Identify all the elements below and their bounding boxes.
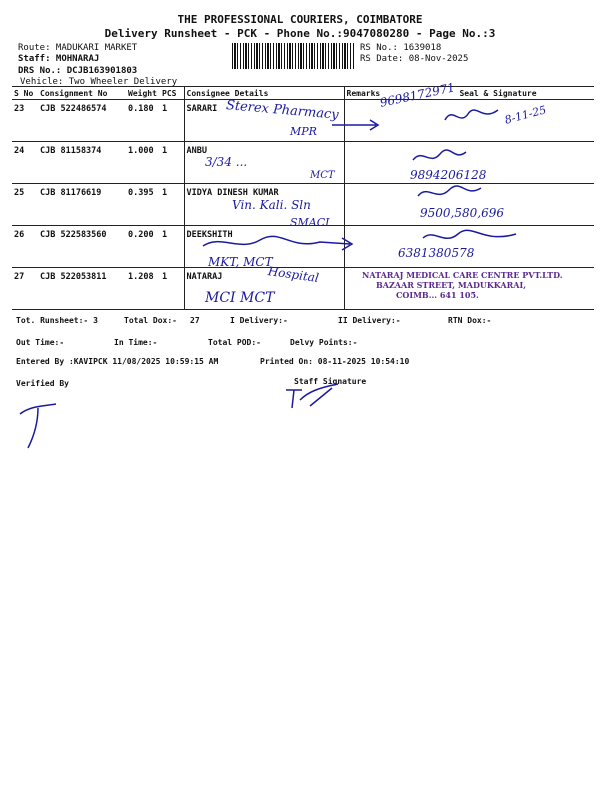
handwritten-date: 8-11-25	[503, 103, 548, 127]
entered-by: Entered By :KAVIPCK 11/08/2025 10:59:15 AM	[16, 357, 219, 366]
cell-pcs: 1	[160, 226, 184, 268]
staff-label: Staff: MOHNARAJ	[18, 54, 100, 64]
total-pod: Total POD:-	[208, 338, 261, 347]
staff-signature-mark	[282, 382, 342, 412]
tot-runsheet: Tot. Runsheet:- 3	[16, 316, 98, 325]
table-row	[12, 142, 594, 184]
printed-on: Printed On: 08-11-2025 10:54:10	[260, 357, 410, 366]
verified-signature-mark	[14, 400, 60, 452]
cell-pcs: 1	[160, 100, 184, 142]
handwritten-consignee: MKT, MCT	[208, 255, 273, 269]
rs-date: RS Date: 08-Nov-2025	[360, 54, 469, 64]
in-time: In Time:-	[114, 338, 158, 347]
col-weight: Weight	[126, 87, 160, 100]
cell-sno: 23	[12, 100, 38, 142]
runsheet-subtitle: Delivery Runsheet - PCK - Phone No.:9047080280 - Page No.:3	[104, 27, 496, 40]
company-title: THE PROFESSIONAL COURIERS, COIMBATORE	[177, 13, 423, 26]
cell-consignment: CJB 81176619	[38, 184, 126, 226]
cell-sno: 25	[12, 184, 38, 226]
cell-consignee: ANBU	[184, 142, 344, 184]
cell-weight: 0.180	[126, 100, 160, 142]
cell-pcs: 1	[160, 184, 184, 226]
handwritten-phone: 9894206128	[410, 168, 487, 182]
signature-icon	[442, 104, 502, 126]
i-delivery: I Delivery:-	[230, 316, 288, 325]
cell-consignment: CJB 522053811	[38, 268, 126, 310]
cell-weight: 1.000	[126, 142, 160, 184]
handwritten-consignee: Hospital	[267, 264, 320, 286]
stamp-line: BAZAAR STREET, MADUKKARAI,	[376, 280, 527, 290]
handwritten-consignee: MCT	[310, 170, 335, 181]
rtn-dox: RTN Dox:-	[448, 316, 492, 325]
handwritten-consignee: MCI MCT	[205, 290, 275, 306]
cell-consignee: SARARI	[184, 100, 344, 142]
col-seal: Seal & Signature	[402, 87, 594, 100]
seal-stamp	[362, 270, 563, 310]
cell-weight: 1.208	[126, 268, 160, 310]
vehicle-label: Vehicle: Two Wheeler Delivery	[20, 77, 178, 87]
handwritten-consignee: MPR	[290, 125, 317, 138]
cell-consignment: CJB 81158374	[38, 142, 126, 184]
col-remarks: Remarks	[344, 87, 402, 100]
cell-remarks	[344, 142, 402, 184]
col-sno: S No	[12, 87, 38, 100]
col-consignment: Consignment No	[38, 87, 126, 100]
staff-signature: Staff Signature	[294, 377, 367, 386]
handwritten-consignee: SMACI	[290, 216, 330, 229]
barcode	[232, 43, 355, 69]
col-pcs: PCS	[160, 87, 184, 100]
handwritten-consignee: Vin. Kali. Sln	[232, 198, 311, 212]
stamp-line: NATARAJ MEDICAL CARE CENTRE PVT.LTD.	[362, 270, 563, 280]
cell-sno: 26	[12, 226, 38, 268]
cell-remarks	[344, 184, 402, 226]
cell-weight: 0.395	[126, 184, 160, 226]
cell-consignment: CJB 522486574	[38, 100, 126, 142]
table-header	[12, 87, 594, 100]
signature-icon	[200, 232, 360, 254]
cell-pcs: 1	[160, 268, 184, 310]
out-time: Out Time:-	[16, 338, 65, 347]
cell-weight: 0.200	[126, 226, 160, 268]
cell-sno: 24	[12, 142, 38, 184]
ii-delivery: II Delivery:-	[338, 316, 401, 325]
signature-icon	[420, 228, 520, 246]
drs-label: DRS No.: DCJB163901803	[18, 66, 138, 76]
delvy-points: Delvy Points:-	[290, 338, 358, 347]
signature-icon	[415, 184, 485, 202]
handwritten-phone: 9698172971	[378, 80, 457, 110]
handwritten-phone: 9500,580,696	[420, 206, 504, 220]
cell-pcs: 1	[160, 142, 184, 184]
rs-no: RS No.: 1639018	[360, 43, 442, 53]
route-label: Route: MADUKARI MARKET	[18, 43, 138, 53]
cell-consignee: DEEKSHITH	[184, 226, 344, 268]
arrow-icon	[330, 118, 382, 132]
signature-icon	[410, 148, 470, 166]
verified-by: Verified By	[16, 379, 69, 388]
cell-sno: 27	[12, 268, 38, 310]
handwritten-consignee: Sterex Pharmacy	[225, 98, 340, 123]
cell-consignee: NATARAJ	[184, 268, 344, 310]
total-dox-value: 27	[190, 316, 200, 325]
total-dox-label: Total Dox:-	[124, 316, 177, 325]
cell-consignee: VIDYA DINESH KUMAR	[184, 184, 344, 226]
handwritten-consignee: 3/34 ...	[205, 155, 248, 169]
col-consignee: Consignee Details	[184, 87, 344, 100]
stamp-line: COIMB... 641 105.	[396, 290, 479, 300]
cell-consignment: CJB 522583560	[38, 226, 126, 268]
handwritten-phone: 6381380578	[398, 246, 475, 260]
